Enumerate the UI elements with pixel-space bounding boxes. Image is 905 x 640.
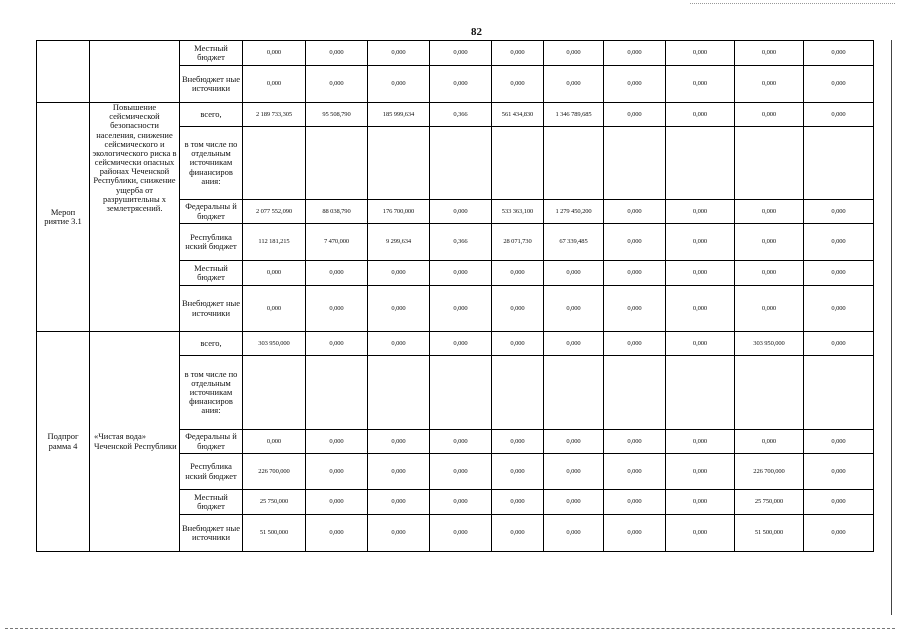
scan-edge-right [891,40,892,615]
value-cell: 0,000 [243,66,306,103]
value-cell: 0,000 [666,224,735,261]
value-cell: 0,000 [604,490,666,515]
value-cell: 0,000 [430,286,492,332]
value-cell: 0,000 [735,41,804,66]
value-cell: 0,000 [804,66,874,103]
value-cell: 0,000 [492,490,544,515]
value-cell: 0,000 [306,490,368,515]
value-cell: 0,000 [604,261,666,286]
value-cell: 0,000 [735,200,804,224]
value-cell: 0,000 [492,332,544,356]
value-cell: 1 279 450,200 [544,200,604,224]
value-cell: 7 470,000 [306,224,368,261]
value-cell: 0,000 [492,454,544,490]
value-cell: 0,000 [604,41,666,66]
value-cell: 0,000 [604,200,666,224]
scan-edge-bottom [5,628,895,629]
table-row [37,41,874,66]
value-cell: 1 346 789,685 [544,103,604,127]
value-cell: 0,000 [804,332,874,356]
value-cell: 25 750,000 [735,490,804,515]
source-cell: Внебюджет ные источники [180,66,243,103]
value-cell: 0,000 [804,200,874,224]
value-cell: 303 950,000 [735,332,804,356]
value-cell: 0,000 [804,224,874,261]
scan-edge-top [690,3,895,4]
value-cell: 0,000 [735,286,804,332]
value-cell: 0,000 [666,332,735,356]
value-cell: 0,000 [368,261,430,286]
source-cell: Федеральны й бюджет [180,430,243,454]
value-cell: 0,000 [735,103,804,127]
value-cell: 2 189 733,305 [243,103,306,127]
value-cell: 0,000 [306,454,368,490]
source-cell: всего, [180,103,243,127]
value-cell: 226 700,000 [735,454,804,490]
value-cell: 0,000 [735,261,804,286]
value-cell: 0,000 [735,430,804,454]
source-cell: Местный бюджет [180,490,243,515]
financing-table [36,40,874,552]
value-cell: 0,000 [544,490,604,515]
label-cell [37,41,90,103]
value-cell: 0,000 [666,41,735,66]
value-cell: 0,000 [430,200,492,224]
page-number: 82 [471,26,482,38]
value-cell: 0,000 [604,224,666,261]
value-cell: 0,000 [430,66,492,103]
measure-label: Мероп риятие 3.1 [37,103,90,332]
value-cell: 0,000 [492,41,544,66]
value-cell: 28 071,730 [492,224,544,261]
measure-name: Повышение сейсмической безопасности населения, снижение сейсмического и экологического риска в сейсмически опасных районах Чеченской Республики, снижение ущерба от разрушительны х землетрясений. [90,103,180,332]
breakdown-label: в том числе по отдельным источникам финансиров ания: [180,127,243,200]
value-cell: 0,000 [544,515,604,552]
value-cell: 0,000 [492,515,544,552]
value-cell: 0,000 [544,454,604,490]
value-cell: 0,366 [430,103,492,127]
value-cell: 0,000 [368,515,430,552]
value-cell: 0,000 [666,286,735,332]
value-cell: 0,000 [666,490,735,515]
value-cell: 0,000 [368,454,430,490]
value-cell: 0,000 [243,430,306,454]
value-cell: 0,000 [604,454,666,490]
value-cell: 0,000 [666,103,735,127]
value-cell: 0,000 [430,41,492,66]
value-cell: 0,000 [368,66,430,103]
value-cell: 0,000 [604,515,666,552]
value-cell: 0,000 [306,430,368,454]
value-cell: 0,000 [666,430,735,454]
source-cell: Местный бюджет [180,41,243,66]
value-cell: 95 508,790 [306,103,368,127]
value-cell: 561 434,830 [492,103,544,127]
value-cell: 67 339,485 [544,224,604,261]
value-cell: 112 181,215 [243,224,306,261]
value-cell: 0,000 [544,430,604,454]
value-cell: 0,000 [804,261,874,286]
value-cell: 0,000 [430,515,492,552]
table-row [37,103,874,127]
subprogram-label: Подпрог рамма 4 [37,332,90,552]
value-cell: 0,000 [368,286,430,332]
value-cell: 0,000 [735,66,804,103]
source-cell: Федеральны й бюджет [180,200,243,224]
value-cell: 0,000 [544,261,604,286]
value-cell: 0,000 [804,490,874,515]
value-cell: 0,000 [243,286,306,332]
subprogram-name: «Чистая вода» Чеченской Республики [90,332,180,552]
value-cell: 0,000 [666,454,735,490]
value-cell: 51 500,000 [243,515,306,552]
value-cell: 0,366 [430,224,492,261]
value-cell: 0,000 [368,490,430,515]
value-cell: 0,000 [666,66,735,103]
value-cell: 0,000 [306,66,368,103]
value-cell: 0,000 [492,261,544,286]
value-cell: 0,000 [243,261,306,286]
value-cell: 0,000 [306,286,368,332]
value-cell: 0,000 [430,430,492,454]
value-cell: 51 500,000 [735,515,804,552]
value-cell: 0,000 [604,332,666,356]
value-cell: 0,000 [604,66,666,103]
value-cell: 25 750,000 [243,490,306,515]
value-cell: 0,000 [666,515,735,552]
value-cell: 0,000 [804,430,874,454]
table-row [37,332,874,356]
value-cell: 0,000 [735,224,804,261]
value-cell: 0,000 [306,332,368,356]
value-cell: 0,000 [804,515,874,552]
source-cell: Местный бюджет [180,261,243,286]
value-cell: 0,000 [604,286,666,332]
value-cell: 0,000 [306,41,368,66]
source-cell: Внебюджет ные источники [180,515,243,552]
value-cell: 0,000 [544,286,604,332]
source-cell: Республика нский бюджет [180,454,243,490]
value-cell: 176 700,000 [368,200,430,224]
value-cell: 0,000 [544,66,604,103]
value-cell: 0,000 [430,332,492,356]
value-cell: 0,000 [492,430,544,454]
value-cell: 0,000 [243,41,306,66]
value-cell: 533 363,100 [492,200,544,224]
source-cell: Внебюджет ные источники [180,286,243,332]
value-cell: 88 038,790 [306,200,368,224]
value-cell: 0,000 [804,454,874,490]
value-cell: 0,000 [492,66,544,103]
value-cell: 0,000 [666,200,735,224]
value-cell: 0,000 [492,286,544,332]
value-cell: 0,000 [604,430,666,454]
value-cell: 2 077 552,090 [243,200,306,224]
value-cell: 0,000 [306,515,368,552]
value-cell: 0,000 [368,332,430,356]
value-cell: 226 700,000 [243,454,306,490]
value-cell: 9 299,634 [368,224,430,261]
value-cell: 0,000 [804,41,874,66]
value-cell: 0,000 [368,41,430,66]
source-cell: всего, [180,332,243,356]
value-cell: 0,000 [804,103,874,127]
value-cell: 0,000 [666,261,735,286]
value-cell: 0,000 [544,332,604,356]
value-cell: 0,000 [430,490,492,515]
value-cell: 0,000 [804,286,874,332]
value-cell: 303 950,000 [243,332,306,356]
value-cell: 0,000 [544,41,604,66]
value-cell: 185 999,634 [368,103,430,127]
name-cell [90,41,180,103]
breakdown-label: в том числе по отдельным источникам финансиров ания: [180,356,243,430]
value-cell: 0,000 [604,103,666,127]
value-cell: 0,000 [430,261,492,286]
value-cell: 0,000 [430,454,492,490]
source-cell: Республика нский бюджет [180,224,243,261]
value-cell: 0,000 [368,430,430,454]
value-cell: 0,000 [306,261,368,286]
